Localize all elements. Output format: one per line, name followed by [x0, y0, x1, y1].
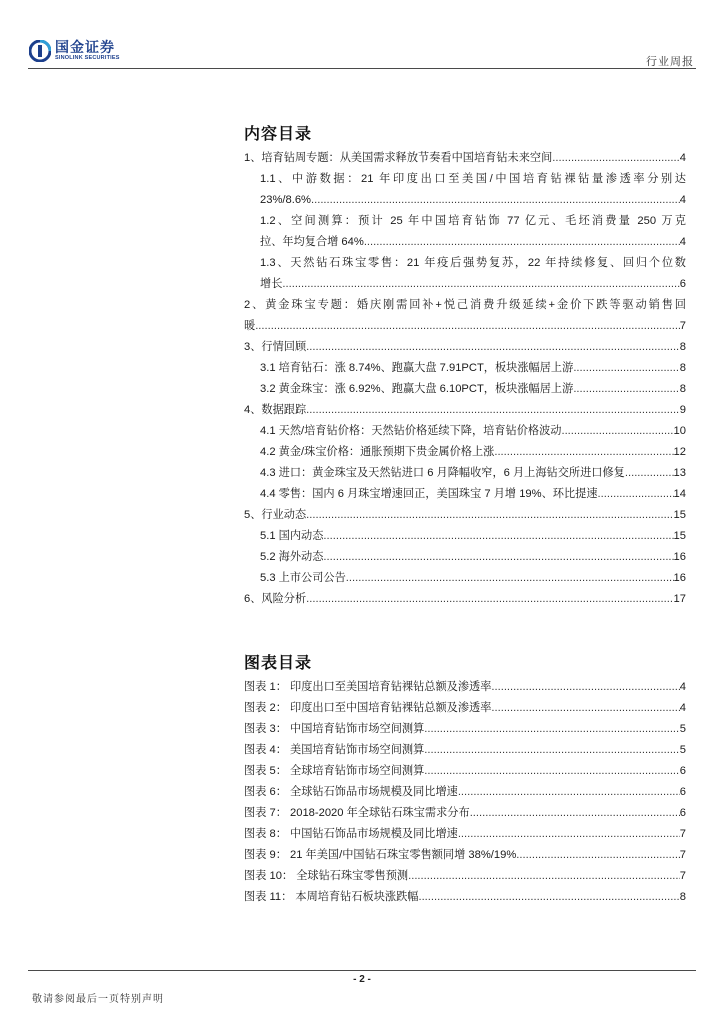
toc-entry-5[interactable]: 5、行业动态 ..... 15: [244, 505, 686, 526]
figure-entry-2[interactable]: 图表 2： 印度出口至中国培育钻裸钻总额及渗透率 ..... 4: [244, 698, 686, 719]
figure-entry-11[interactable]: 图表 11： 本周培育钻石板块涨跌幅 ..... 8: [244, 887, 686, 908]
figure-page-number: 6: [679, 786, 686, 798]
toc-page-number: 4: [679, 194, 686, 206]
toc-page-number: 4: [679, 152, 686, 164]
figure-page-number: 4: [679, 702, 686, 714]
footer-divider: [28, 970, 696, 971]
toc-entry-1-2[interactable]: 1.2、空间测算：预计 25 年中国培育钻饰 77 亿元、毛坯消费量 250 万克 拉、年均复合增 64% ..... 4: [244, 211, 686, 253]
table-of-contents: [244, 148, 686, 610]
toc-page-number: 15: [673, 530, 686, 542]
toc-entry-6[interactable]: 6、风险分析 ..... 17: [244, 589, 686, 610]
logo-english-name: SINOLINK SECURITIES: [55, 55, 120, 62]
toc-page-number: 8: [679, 362, 686, 374]
figure-entry-3[interactable]: 图表 3： 中国培育钻饰市场空间测算 ..... 5: [244, 719, 686, 740]
figure-entry-8[interactable]: 图表 8： 中国钻石饰品市场规模及同比增速 ..... 7: [244, 824, 686, 845]
toc-entry-4[interactable]: 4、数据跟踪 ..... 9: [244, 400, 686, 421]
page-header: [0, 0, 724, 72]
toc-page-number: 10: [673, 425, 686, 437]
page-number: - 2 -: [353, 974, 371, 985]
toc-entry-5-2[interactable]: 5.2 海外动态 ..... 16: [244, 547, 686, 568]
toc-entry-2[interactable]: 2、黄金珠宝专题：婚庆刚需回补+悦己消费升级延续+金价下跌等驱动销售回 暖 ..... 7: [244, 295, 686, 337]
figure-entry-1[interactable]: 图表 1： 印度出口至美国培育钻裸钻总额及渗透率 ..... 4: [244, 677, 686, 698]
toc-page-number: 14: [673, 488, 686, 500]
toc-page-number: 6: [679, 278, 686, 290]
toc-page-number: 16: [673, 572, 686, 584]
figure-entry-10[interactable]: 图表 10： 全球钻石珠宝零售预测 ..... 7: [244, 866, 686, 887]
figure-entry-5[interactable]: 图表 5： 全球培育钻饰市场空间测算 ..... 6: [244, 761, 686, 782]
figure-page-number: 8: [679, 891, 686, 903]
figure-page-number: 7: [679, 849, 686, 861]
toc-page-number: 8: [679, 341, 686, 353]
toc-entry-1-1[interactable]: 1.1、中游数据：21 年印度出口至美国/中国培育钻裸钻量渗透率分别达 23%/8.6% ..... 4: [244, 169, 686, 211]
figure-entry-7[interactable]: 图表 7： 2018-2020 年全球钻石珠宝需求分布 ..... 6: [244, 803, 686, 824]
figure-page-number: 5: [679, 723, 686, 735]
figure-page-number: 7: [679, 828, 686, 840]
toc-page-number: 12: [673, 446, 686, 458]
header-divider: [28, 68, 696, 69]
figure-page-number: 6: [679, 765, 686, 777]
toc-page-number: 16: [673, 551, 686, 563]
figure-page-number: 5: [679, 744, 686, 756]
toc-page-number: 7: [679, 320, 686, 332]
toc-entry-5-3[interactable]: 5.3 上市公司公告 ..... 16: [244, 568, 686, 589]
figure-entry-4[interactable]: 图表 4： 美国培育钻饰市场空间测算 ..... 5: [244, 740, 686, 761]
toc-page-number: 8: [679, 383, 686, 395]
figure-page-number: 6: [679, 807, 686, 819]
list-of-figures: [244, 677, 686, 908]
disclaimer-note: 敬请参阅最后一页特别声明: [32, 994, 164, 1005]
figure-entry-6[interactable]: 图表 6： 全球钻石饰品市场规模及同比增速 ..... 6: [244, 782, 686, 803]
figure-page-number: 4: [679, 681, 686, 693]
toc-entry-1-3[interactable]: 1.3、天然钻石珠宝零售：21 年疫后强势复苏，22 年持续修复、回归个位数 增长 ..... 6: [244, 253, 686, 295]
toc-page-number: 13: [673, 467, 686, 479]
logo-chinese-name: 国金证券: [55, 39, 115, 56]
toc-page-number: 4: [679, 236, 686, 248]
sinolink-logo: [29, 40, 120, 62]
toc-entry-4-1[interactable]: 4.1 天然/培育钻价格：天然钻价格延续下降，培育钻价格波动 ..... 10: [244, 421, 686, 442]
toc-page-number: 15: [673, 509, 686, 521]
toc-entry-4-3[interactable]: 4.3 进口：黄金珠宝及天然钻进口 6 月降幅收窄，6 月上海钻交所进口修复 ..... 13: [244, 463, 686, 484]
report-type-label: 行业周报: [646, 56, 694, 68]
figure-entry-9[interactable]: 图表 9： 21 年美国/中国钻石珠宝零售额同增 38%/19% ..... 7: [244, 845, 686, 866]
toc-entry-3-2[interactable]: 3.2 黄金珠宝：涨 6.92%、跑赢大盘 6.10PCT，板块涨幅居上游 ..... 8: [244, 379, 686, 400]
toc-entry-3[interactable]: 3、行情回顾 ..... 8: [244, 337, 686, 358]
toc-entry-4-2[interactable]: 4.2 黄金/珠宝价格：通胀预期下贵金属价格上涨 ..... 12: [244, 442, 686, 463]
toc-entry-4-4[interactable]: 4.4 零售：国内 6 月珠宝增速回正，美国珠宝 7 月增 19%、环比提速 ..... 14: [244, 484, 686, 505]
toc-page-number: 17: [673, 593, 686, 605]
figure-page-number: 7: [679, 870, 686, 882]
figures-title: 图表目录: [244, 655, 313, 672]
toc-entry-5-1[interactable]: 5.1 国内动态 ..... 15: [244, 526, 686, 547]
toc-page-number: 9: [679, 404, 686, 416]
toc-entry-3-1[interactable]: 3.1 培育钻石：涨 8.74%、跑赢大盘 7.91PCT，板块涨幅居上游 ..... 8: [244, 358, 686, 379]
toc-entry-1[interactable]: 1、培育钻周专题：从美国需求释放节奏看中国培育钻未来空间 ..... 4: [244, 148, 686, 169]
toc-title: 内容目录: [244, 126, 313, 143]
sinolink-logo-icon: [29, 40, 51, 62]
